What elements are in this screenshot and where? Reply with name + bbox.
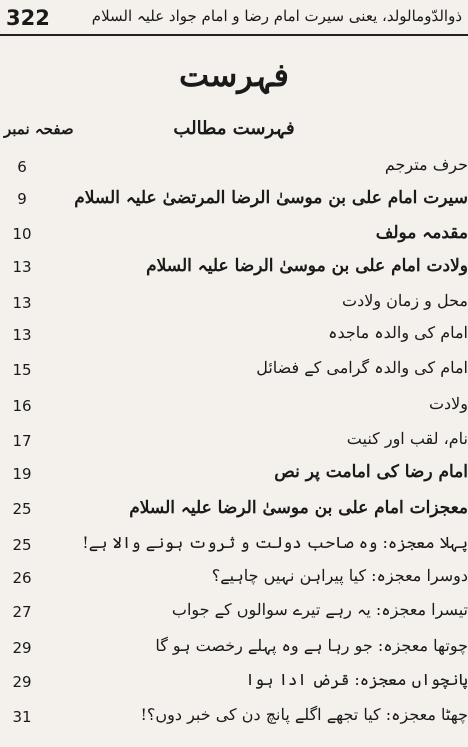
toc-page-number: 31	[12, 708, 32, 726]
toc-entry-title: دوسرا معجزہ: کیا پیراہن نہیں چاہیے؟	[211, 566, 468, 585]
toc-page-number: 13	[12, 326, 32, 344]
toc-entry-title: حرف مترجم	[384, 155, 468, 174]
page-title: فہرست	[179, 56, 289, 94]
toc-entry	[0, 497, 468, 527]
toc-entry-title: چھٹا معجزہ: کیا تجھے اگلے پانچ دن کی خبر دوں؟!	[140, 705, 468, 724]
running-head: ذوالدّومالولد، یعنی سیرت امام رضا و امام جواد علیہ السلام	[91, 7, 462, 25]
toc-entry	[0, 670, 468, 700]
toc-entry	[0, 429, 468, 459]
toc-page-number: 25	[12, 500, 32, 518]
toc-page-number: 9	[17, 190, 27, 208]
toc-entry	[0, 533, 468, 563]
toc-entry-title: چوتھا معجزہ: جو رہا ہے وہ پہلے رخصت ہو گا	[155, 636, 468, 655]
toc-page-number: 29	[12, 673, 32, 691]
toc-entry	[0, 636, 468, 666]
toc-entry	[0, 222, 468, 252]
toc-entry-title: نام، لقب اور کنیت	[346, 429, 468, 448]
page-header	[0, 0, 468, 36]
toc-page-number: 6	[17, 158, 27, 176]
toc-entry-title: محل و زمان ولادت	[342, 291, 468, 310]
toc-page-number: 10	[12, 225, 32, 243]
toc-page-number: 13	[12, 258, 32, 276]
toc-entry-title: سیرت امام علی بن موسیٰ الرضا المرتضیٰ علیہ السلام	[74, 188, 468, 208]
toc-page-number: 16	[12, 397, 32, 415]
toc-entry	[0, 462, 468, 492]
toc-entry	[0, 187, 468, 217]
toc-entry	[0, 155, 468, 185]
toc-entry	[0, 566, 468, 596]
toc-page-number: 13	[12, 294, 32, 312]
page-number-column-label: صفحہ نمبر	[4, 120, 74, 138]
toc-page-number: 26	[12, 569, 32, 587]
toc-entry-title: تیسرا معجزہ: یہ رہے تیرے سوالوں کے جواب	[171, 600, 468, 619]
toc-entry-title: ولادت امام علی بن موسیٰ الرضا علیہ السلام	[146, 256, 468, 276]
toc-entry	[0, 291, 468, 321]
toc-entry	[0, 600, 468, 630]
toc-entry	[0, 323, 468, 353]
toc-page-number: 25	[12, 536, 32, 554]
toc-entry-title: امام رضا کی امامت پر نص	[274, 462, 468, 482]
section-subheading: فہرست مطالب	[173, 118, 295, 139]
toc-entry-title: پانچواں معجزہ: قرض ادا ہوا	[245, 670, 468, 689]
toc-entry	[0, 358, 468, 388]
toc-entry-title: ولادت	[428, 394, 468, 413]
toc-page-number: 29	[12, 639, 32, 657]
toc-page-number: 27	[12, 603, 32, 621]
toc-entry-title: امام کی والدہ گرامی کے فضائل	[256, 358, 468, 377]
toc-page-number: 19	[12, 465, 32, 483]
toc-entry	[0, 705, 468, 735]
page-number: 322	[6, 6, 50, 30]
toc-entry	[0, 255, 468, 285]
toc-entry-title: امام کی والدہ ماجدہ	[328, 323, 468, 342]
toc-page-number: 17	[12, 432, 32, 450]
toc-page-number: 15	[12, 361, 32, 379]
toc-entry	[0, 394, 468, 424]
toc-entry-title: معجزات امام علی بن موسیٰ الرضا علیہ السلام	[129, 498, 468, 518]
toc-entry-title: پہلا معجزہ: وہ صاحب دولت و ثروت ہونے والا ہے!	[82, 533, 468, 552]
toc-entry-title: مقدمہ مولف	[375, 223, 468, 243]
